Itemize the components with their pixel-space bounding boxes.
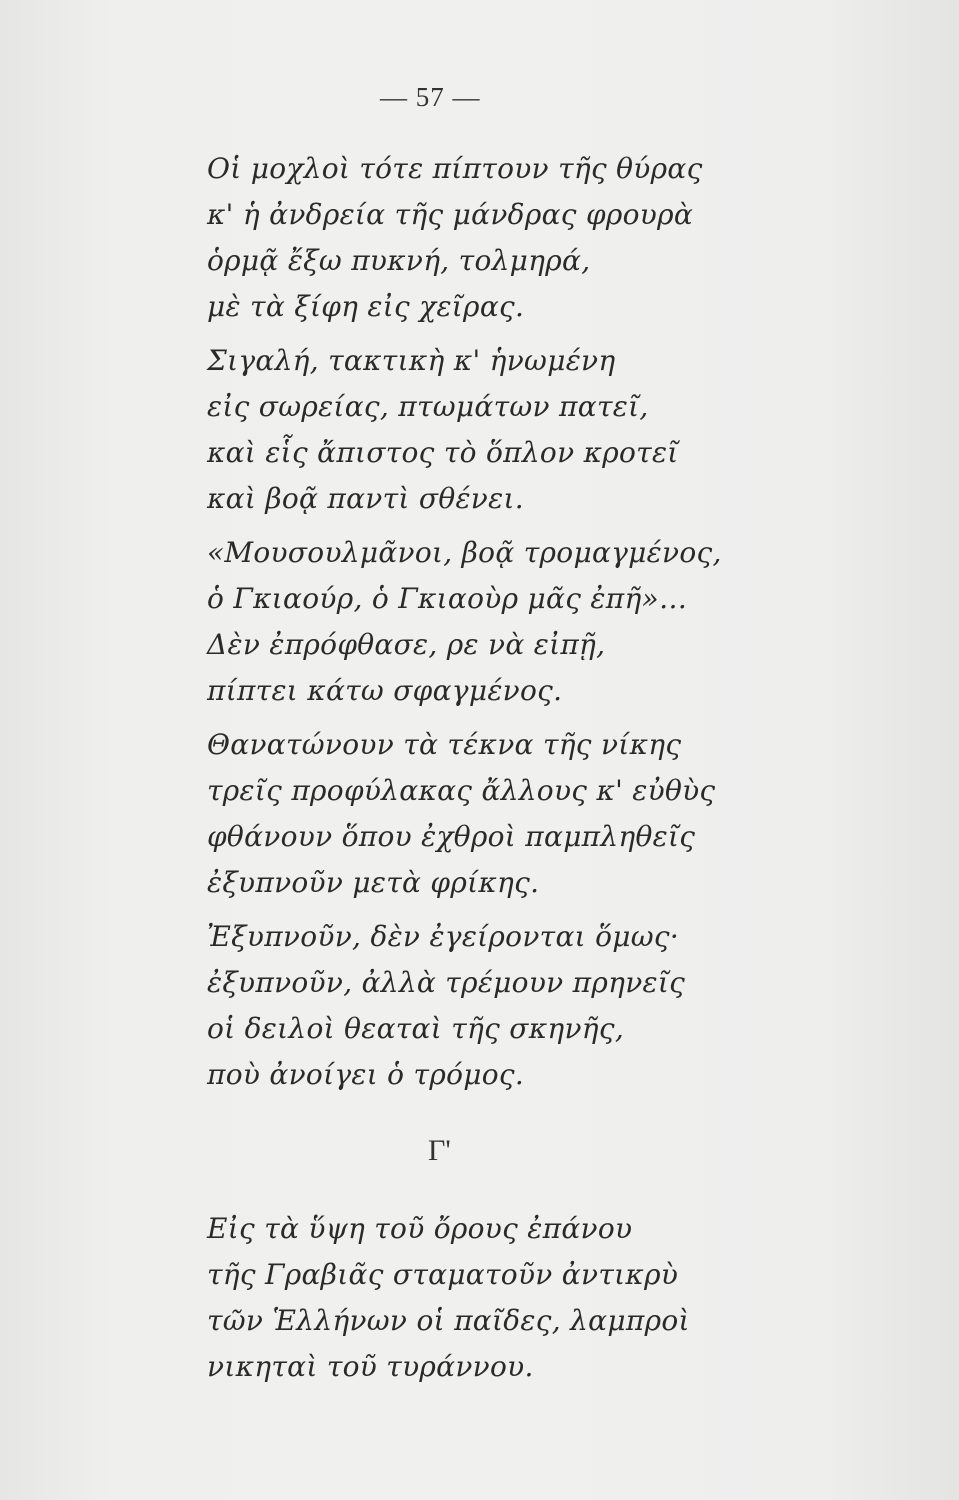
verse-line: οἱ δειλοὶ θεαταὶ τῆς σκηνῆς, bbox=[207, 1012, 625, 1045]
stanza-6 bbox=[207, 1206, 690, 1390]
verse-line: ὁρμᾷ ἔξω πυκνή, τολμηρά, bbox=[207, 244, 591, 277]
verse-line: πίπτει κάτω σφαγμένος. bbox=[207, 674, 563, 707]
verse-line: φθάνουν ὅπου ἐχθροὶ παμπληθεῖς bbox=[207, 820, 696, 853]
stanza-1 bbox=[207, 146, 703, 330]
stanza-3 bbox=[207, 530, 722, 714]
verse-line: ὁ Γκιαούρ, ὁ Γκιαοὺρ μᾶς ἐπῆ»… bbox=[207, 582, 688, 615]
verse-line: ποὺ ἀνοίγει ὁ τρόμος. bbox=[207, 1058, 525, 1091]
verse-line: Δὲν ἐπρόφθασε, ρε νὰ εἰπῇ, bbox=[207, 628, 606, 661]
verse-line: κ' ἡ ἀνδρεία τῆς μάνδρας φρουρὰ bbox=[207, 198, 694, 231]
stanza-2 bbox=[207, 338, 679, 522]
verse-line: καὶ εἷς ἄπιστος τὸ ὅπλον κροτεῖ bbox=[207, 436, 679, 469]
verse-line: Εἰς τὰ ὕψη τοῦ ὄρους ἐπάνου bbox=[207, 1212, 633, 1245]
stanza-4 bbox=[207, 722, 715, 906]
verse-line: Οἱ μοχλοὶ τότε πίπτουν τῆς θύρας bbox=[207, 152, 703, 185]
page-number: — 57 — bbox=[380, 82, 481, 112]
verse-line: Ἐξυπνοῦν, δὲν ἐγείρονται ὅμως· bbox=[207, 920, 680, 953]
verse-line: τῆς Γραβιᾶς σταματοῦν ἀντικρὺ bbox=[207, 1258, 679, 1291]
verse-line: εἰς σωρείας, πτωμάτων πατεῖ, bbox=[207, 390, 649, 423]
verse-line: νικηταὶ τοῦ τυράννου. bbox=[207, 1350, 534, 1383]
verse-line: ἐξυπνοῦν μετὰ φρίκης. bbox=[207, 866, 540, 899]
section-marker: Γ' bbox=[428, 1134, 451, 1167]
verse-line: τῶν Ἑλλήνων οἱ παῖδες, λαμπροὶ bbox=[207, 1304, 690, 1337]
verse-line: «Μουσουλμᾶνοι, βοᾷ τρομαγμένος, bbox=[207, 536, 722, 569]
stanza-5 bbox=[207, 914, 685, 1098]
verse-line: Θανατώνουν τὰ τέκνα τῆς νίκης bbox=[207, 728, 682, 761]
verse-line: Σιγαλή, τακτικὴ κ' ἡνωμένη bbox=[207, 344, 616, 377]
verse-line: ἐξυπνοῦν, ἀλλὰ τρέμουν πρηνεῖς bbox=[207, 966, 686, 999]
verse-line: μὲ τὰ ξίφη εἰς χεῖρας. bbox=[207, 290, 525, 323]
verse-line: τρεῖς προφύλακας ἄλλους κ' εὐθὺς bbox=[207, 774, 716, 807]
verse-line: καὶ βοᾷ παντὶ σθένει. bbox=[207, 482, 524, 515]
